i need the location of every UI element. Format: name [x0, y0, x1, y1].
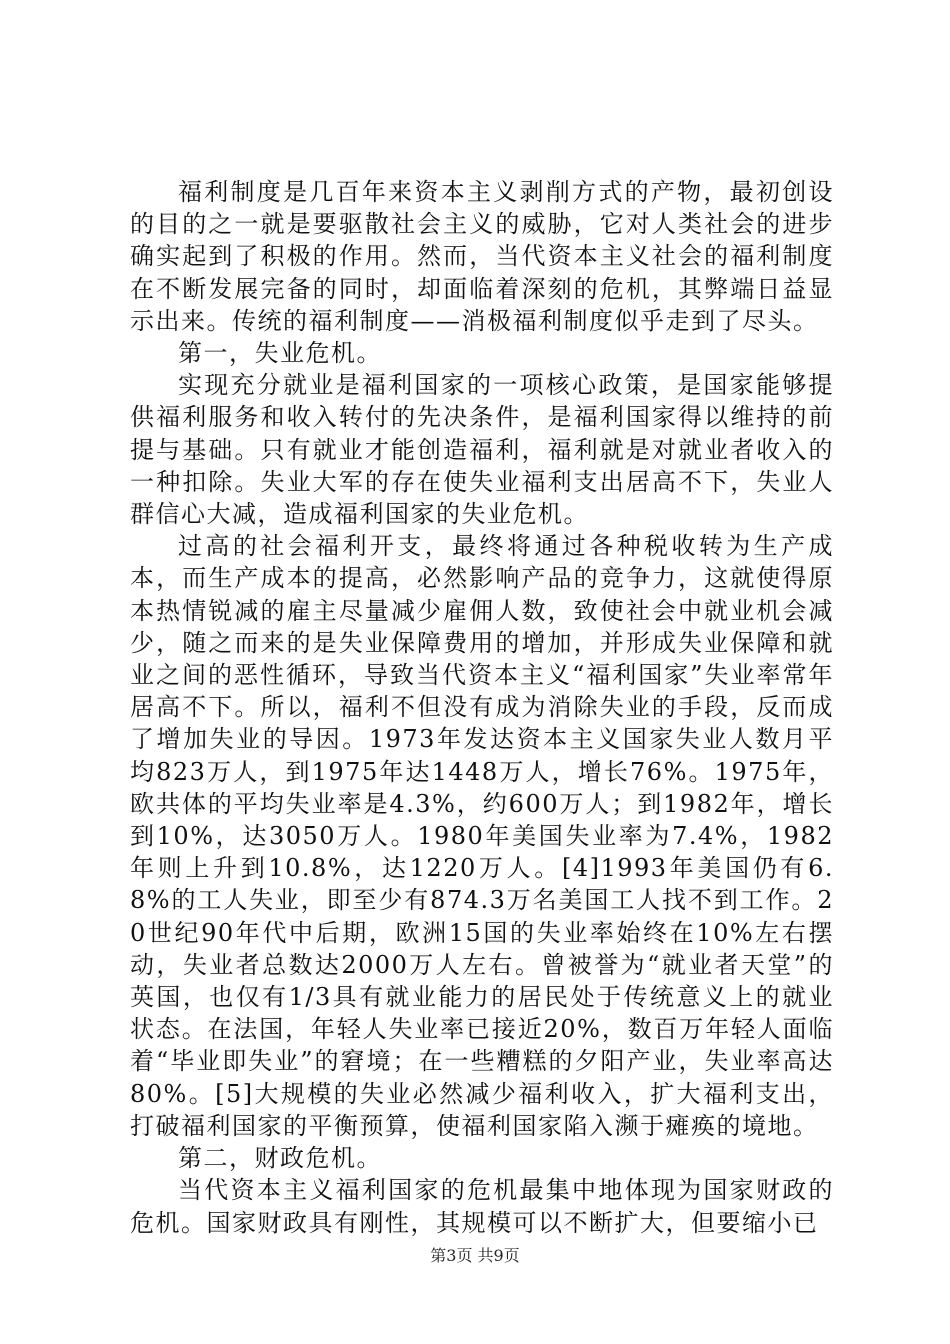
paragraph-fiscal-crisis: 当代资本主义福利国家的危机最集中地体现为国家财政的危机。国家财政具有刚性，其规模可以不断扩大，但要缩小已 [130, 1176, 834, 1237]
page-number-footer: 第3页 共9页 [430, 1246, 520, 1265]
paragraph-full-employment: 实现充分就业是福利国家的一项核心政策，是国家能够提供福利服务和收入转付的先决条件，是福利国家得以维持的前提与基础。只有就业才能创造福利，福利就是对就业者收入的一种扣除。失业大军的存在使失业福利支出居高不下，失业人群信心大减，造成福利国家的失业危机。 [130, 371, 834, 529]
section-heading-unemployment: 第一，失业危机。 [178, 339, 382, 368]
document-body [130, 176, 834, 1239]
section-heading-fiscal: 第二，财政危机。 [178, 1144, 382, 1173]
paragraph-unemployment-statistics: 过高的社会福利开支，最终将通过各种税收转为生产成本，而生产成本的提高，必然影响产品的竞争力，这就使得原本热情锐减的雇主尽量减少雇佣人数，致使社会中就业机会减少，随之而来的是失业保障费用的增加，并形成失业保障和就业之间的恶性循环，导致当代资本主义“福利国家”失业率常年居高不下。所以，福利不但没有成为消除失业的手段，反而成了增加失业的导因。1973年发达资本主义国家失业人数月平均823万人，到1975年达1448万人，增长76%。1975年，欧共体的平均失业率是4.3%，约600万人；到1982年，增长到10%，达3050万人。1980年美国失业率为7.4%，1982年则上升到10.8%，达1220万人。[4]1993年美国仍有6.8%的工人失业，即至少有874.3万名美国工人找不到工作。20世纪90年代中后期，欧洲15国的失业率始终在10%左右摆动，失业者总数达2000万人左右。曾被誉为“就业者天堂”的英国，也仅有1/3具有就业能力的居民处于传统意义上的就业状态。在法国，年轻人失业率已接近20%，数百万年轻人面临着“毕业即失业”的窘境；在一些糟糕的夕阳产业，失业率高达80%。[5]大规模的失业必然减少福利收入，扩大福利支出，打破福利国家的平衡预算，使福利国家陷入濒于瘫痪的境地。 [130, 532, 834, 1140]
paragraph-intro: 福利制度是几百年来资本主义剥削方式的产物，最初创设的目的之一就是要驱散社会主义的威胁，它对人类社会的进步确实起到了积极的作用。然而，当代资本主义社会的福利制度在不断发展完备的同时，却面临着深刻的危机，其弊端日益显示出来。传统的福利制度——消极福利制度似乎走到了尽头。 [130, 178, 834, 335]
